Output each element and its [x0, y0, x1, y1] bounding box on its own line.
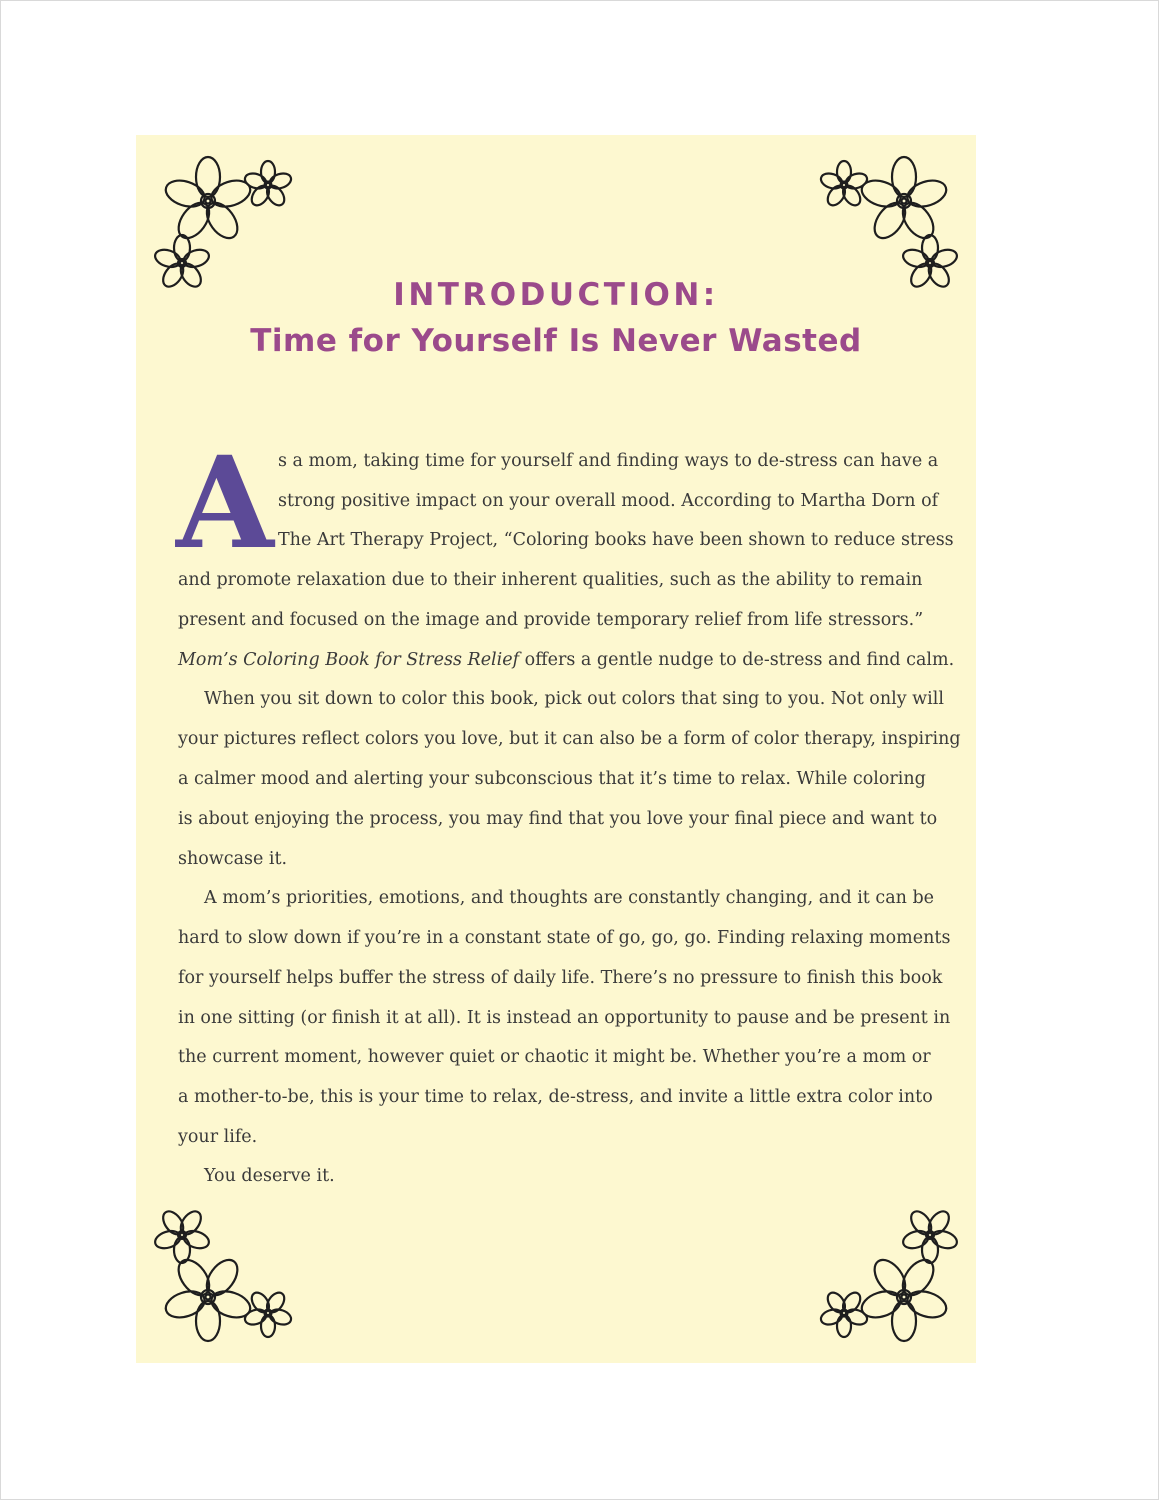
body-line: hard to slow down if you’re in a constant state of go, go, go. Finding relaxing moments [178, 928, 951, 948]
body-line-text: offers a gentle nudge to de-stress and find calm. [524, 650, 955, 670]
body-line: showcase it. [178, 849, 288, 869]
body-line: You deserve it. [204, 1166, 335, 1186]
body-line: your pictures reflect colors you love, but it can also be a form of color therapy, inspiring [178, 729, 961, 749]
flower-cluster-icon [150, 1202, 300, 1347]
drop-cap: A [176, 429, 274, 577]
page-title: INTRODUCTION: [393, 277, 719, 313]
flower-cluster-icon [812, 151, 962, 296]
body-line: The Art Therapy Project, “Coloring books have been shown to reduce stress [278, 530, 954, 550]
body-line: s a mom, taking time for yourself and finding ways to de-stress can have a [278, 451, 939, 471]
flower-cluster-icon [150, 151, 300, 296]
body-line: present and focused on the image and provide temporary relief from life stressors.” [178, 610, 924, 630]
body-line: strong positive impact on your overall mood. According to Martha Dorn of [278, 491, 939, 511]
intro-panel [136, 135, 976, 1363]
body-line: the current moment, however quiet or chaotic it might be. Whether you’re a mom or [178, 1047, 931, 1067]
body-line: When you sit down to color this book, pick out colors that sing to you. Not only will [204, 689, 944, 709]
body-line [178, 648, 954, 672]
page-subtitle: Time for Yourself Is Never Wasted [250, 323, 862, 359]
body-line: for yourself helps buffer the stress of daily life. There’s no pressure to finish this book [178, 968, 943, 988]
body-line: is about enjoying the process, you may find that you love your final piece and want to [178, 809, 938, 829]
body-line: in one sitting (or finish it at all). It is instead an opportunity to pause and be present in [178, 1008, 951, 1028]
flower-cluster-icon [812, 1202, 962, 1347]
body-line: and promote relaxation due to their inherent qualities, such as the ability to remain [178, 570, 923, 590]
body-line: a mother-to-be, this is your time to relax, de-stress, and invite a little extra color into [178, 1087, 933, 1107]
book-title: Mom’s Coloring Book for Stress Relief [178, 650, 520, 670]
body-line: A mom’s priorities, emotions, and thoughts are constantly changing, and it can be [204, 888, 935, 908]
body-line: your life. [178, 1127, 258, 1147]
body-line: a calmer mood and alerting your subconscious that it’s time to relax. While coloring [178, 769, 926, 789]
